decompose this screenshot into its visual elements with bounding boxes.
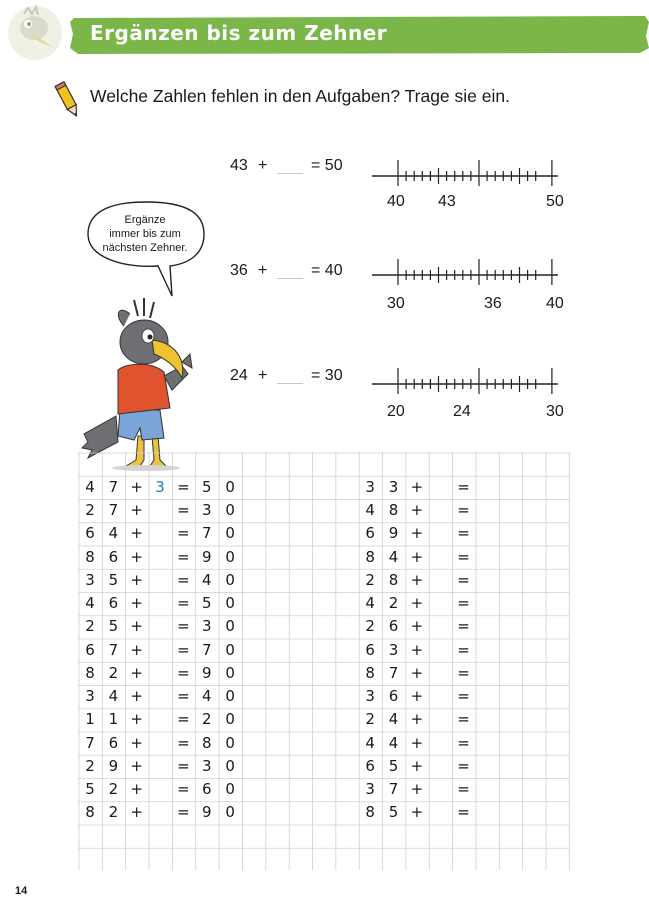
right-exercise-answer-cell[interactable] — [429, 779, 451, 799]
right-exercise-plus: + — [410, 640, 424, 659]
left-exercise-answer-cell[interactable] — [149, 779, 171, 799]
left-exercise-digit: 9 — [108, 756, 119, 775]
right-exercise-equals: = — [457, 780, 470, 798]
right-exercise-answer-cell[interactable] — [429, 709, 451, 729]
left-exercise-plus: + — [130, 594, 143, 612]
right-exercise-result-cell[interactable] — [499, 709, 521, 729]
right-exercise-digit: 6 — [388, 687, 399, 705]
left-exercise-result-digit: 0 — [225, 687, 235, 705]
left-exercise-answer-cell[interactable] — [149, 756, 171, 776]
left-exercise-result-digit: 0 — [225, 640, 235, 659]
right-exercise-plus: + — [410, 780, 424, 798]
right-exercise-result-cell[interactable] — [476, 663, 498, 683]
right-exercise-digit: 7 — [388, 780, 399, 798]
left-exercise-plus: + — [130, 570, 143, 589]
right-exercise-result-cell[interactable] — [476, 709, 498, 729]
right-exercise-result-cell[interactable] — [499, 756, 521, 776]
equation-result: = 50 — [311, 157, 343, 174]
equation-operand: 24 — [230, 367, 248, 384]
speech-bubble-text: immer bis zum — [109, 228, 181, 240]
right-exercise-digit: 4 — [365, 594, 375, 612]
right-exercise-equals: = — [457, 524, 470, 543]
equation-result: = 30 — [311, 367, 343, 384]
right-exercise-result-cell[interactable] — [476, 500, 498, 520]
right-exercise-answer-cell[interactable] — [429, 616, 451, 636]
right-exercise-digit: 4 — [388, 710, 399, 729]
left-exercise-digit: 7 — [85, 733, 95, 752]
left-exercise-equals: = — [177, 501, 190, 519]
number-line-2 — [370, 257, 570, 297]
raven-logo-icon — [6, 4, 64, 62]
right-exercise-digit: 6 — [365, 756, 375, 775]
right-exercise-answer-cell[interactable] — [429, 663, 451, 683]
right-exercise-digit: 4 — [365, 501, 375, 519]
right-exercise-equals: = — [457, 733, 470, 752]
right-exercise-answer-cell[interactable] — [429, 593, 451, 613]
left-exercise-digit: 2 — [85, 756, 95, 775]
right-exercise-digit: 6 — [365, 640, 375, 659]
left-exercise-digit: 2 — [108, 803, 119, 822]
right-exercise-answer-cell[interactable] — [429, 523, 451, 543]
left-exercise-plus: + — [130, 710, 143, 729]
right-exercise-result-cell[interactable] — [499, 616, 521, 636]
left-exercise-answer-cell[interactable] — [149, 686, 171, 706]
left-exercise-result-digit: 3 — [201, 756, 212, 775]
right-exercise-plus: + — [410, 501, 424, 519]
right-exercise-result-cell[interactable] — [499, 733, 521, 753]
equation-result: = 40 — [311, 262, 343, 279]
answer-blank[interactable] — [277, 173, 303, 174]
left-exercise-digit: 3 — [85, 687, 95, 705]
answer-blank[interactable] — [277, 383, 303, 384]
left-exercise-plus: + — [130, 547, 143, 566]
right-exercise-result-cell[interactable] — [476, 523, 498, 543]
left-exercise-answer-cell[interactable] — [149, 709, 171, 729]
left-exercise-equals: = — [177, 477, 190, 496]
number-line-3 — [370, 366, 570, 406]
speech-bubble-text: nächsten Zehner. — [102, 242, 188, 254]
right-exercise-result-cell[interactable] — [499, 802, 521, 822]
page-title: Ergänzen bis zum Zehner — [90, 21, 388, 45]
right-exercise-equals: = — [457, 547, 470, 566]
left-exercise-answer-cell[interactable] — [149, 616, 171, 636]
left-exercise-plus: + — [130, 803, 143, 822]
right-exercise-equals: = — [457, 710, 470, 729]
right-exercise-digit: 6 — [365, 524, 375, 543]
right-exercise-result-cell[interactable] — [499, 547, 521, 567]
left-exercise-digit: 4 — [108, 687, 119, 705]
right-exercise-plus: + — [410, 733, 424, 752]
right-exercise-digit: 3 — [365, 477, 375, 496]
left-exercise-digit: 6 — [85, 524, 95, 543]
right-exercise-answer-cell[interactable] — [429, 640, 451, 660]
left-exercise-result-digit: 0 — [225, 663, 235, 682]
page-number: 14 — [15, 885, 28, 897]
right-exercise-result-cell[interactable] — [476, 802, 498, 822]
left-exercise-equals: = — [177, 547, 190, 566]
plus-sign: + — [258, 157, 268, 174]
left-exercise-result-digit: 0 — [225, 710, 235, 729]
right-exercise-digit: 2 — [388, 594, 399, 612]
right-exercise-digit: 2 — [365, 617, 375, 636]
left-exercise-result-digit: 3 — [201, 501, 212, 519]
right-exercise-result-cell[interactable] — [476, 756, 498, 776]
right-exercise-digit: 8 — [388, 501, 399, 519]
left-exercise-result-digit: 0 — [225, 570, 235, 589]
right-exercise-digit: 2 — [365, 710, 375, 729]
left-exercise-plus: + — [130, 663, 143, 682]
left-exercise-result-digit: 2 — [201, 710, 212, 729]
left-exercise-result-digit: 0 — [225, 756, 235, 775]
left-exercise-equals: = — [177, 710, 190, 729]
right-exercise-equals: = — [457, 617, 470, 636]
right-exercise-result-cell[interactable] — [499, 779, 521, 799]
right-exercise-plus: + — [410, 617, 424, 636]
right-exercise-answer-cell[interactable] — [429, 802, 451, 822]
left-exercise-result-digit: 0 — [225, 547, 235, 566]
right-exercise-plus: + — [410, 570, 424, 589]
right-exercise-answer-cell[interactable] — [429, 477, 451, 497]
right-exercise-plus: + — [410, 477, 424, 496]
number-line-label: 40 — [387, 193, 405, 210]
left-exercise-digit: 2 — [108, 780, 119, 798]
left-exercise-result-digit: 0 — [225, 477, 235, 496]
right-exercise-digit: 8 — [365, 803, 375, 822]
right-exercise-result-cell[interactable] — [499, 593, 521, 613]
right-exercise-result-cell[interactable] — [499, 523, 521, 543]
left-exercise-result-digit: 0 — [225, 594, 235, 612]
left-exercise-digit: 8 — [85, 547, 95, 566]
exercise-grid — [78, 452, 572, 870]
left-exercise-answer-cell[interactable] — [149, 802, 171, 822]
left-exercise-answer-cell[interactable] — [149, 663, 171, 683]
left-exercise-digit: 5 — [85, 780, 95, 798]
right-exercise-plus: + — [410, 803, 424, 822]
left-exercise-result-digit: 5 — [201, 594, 212, 612]
right-exercise-digit: 8 — [388, 570, 399, 589]
left-exercise-digit: 4 — [85, 594, 95, 612]
left-exercise-result-digit: 0 — [225, 501, 235, 519]
left-exercise-equals: = — [177, 640, 190, 659]
right-exercise-digit: 4 — [388, 733, 399, 752]
left-exercise-answer: 3 — [155, 477, 165, 496]
left-exercise-plus: + — [130, 756, 143, 775]
left-exercise-plus: + — [130, 501, 143, 519]
left-exercise-digit: 4 — [85, 477, 95, 496]
right-exercise-plus: + — [410, 524, 424, 543]
right-exercise-result-cell[interactable] — [499, 500, 521, 520]
number-line-label: 40 — [546, 295, 564, 312]
right-exercise-equals: = — [457, 640, 470, 659]
number-line-label: 24 — [453, 403, 471, 420]
left-exercise-digit: 6 — [108, 733, 119, 752]
left-exercise-answer-cell[interactable] — [149, 523, 171, 543]
answer-blank[interactable] — [277, 278, 303, 279]
right-exercise-digit: 8 — [365, 663, 375, 682]
right-exercise-equals: = — [457, 501, 470, 519]
raven-character-illustration — [78, 296, 208, 472]
right-exercise-digit: 7 — [388, 663, 399, 682]
right-exercise-equals: = — [457, 570, 470, 589]
number-line-label: 50 — [546, 193, 564, 210]
left-exercise-answer-cell[interactable] — [149, 547, 171, 567]
right-exercise-equals: = — [457, 477, 470, 496]
left-exercise-answer-cell[interactable] — [149, 570, 171, 590]
right-exercise-plus: + — [410, 594, 424, 612]
right-exercise-plus: + — [410, 756, 424, 775]
left-exercise-result-digit: 0 — [225, 524, 235, 543]
left-exercise-answer-cell[interactable] — [149, 500, 171, 520]
number-line-1 — [370, 158, 570, 198]
number-line-label: 20 — [387, 403, 405, 420]
right-exercise-digit: 3 — [388, 477, 399, 496]
left-exercise-plus: + — [130, 640, 143, 659]
left-exercise-digit: 6 — [108, 547, 119, 566]
left-exercise-result-digit: 0 — [225, 780, 235, 798]
right-exercise-result-cell[interactable] — [476, 570, 498, 590]
right-exercise-digit: 5 — [388, 803, 399, 822]
instruction-text: Welche Zahlen fehlen in den Aufgaben? Trage sie ein. — [90, 86, 510, 106]
left-exercise-equals: = — [177, 780, 190, 798]
number-line-label: 36 — [484, 295, 502, 312]
right-exercise-digit: 4 — [365, 733, 375, 752]
right-exercise-answer-cell[interactable] — [429, 686, 451, 706]
left-exercise-digit: 2 — [85, 501, 95, 519]
right-exercise-digit: 4 — [388, 547, 399, 566]
left-exercise-result-digit: 0 — [225, 617, 235, 636]
left-exercise-result-digit: 9 — [201, 547, 212, 566]
left-exercise-equals: = — [177, 524, 190, 543]
left-exercise-digit: 8 — [85, 803, 95, 822]
right-exercise-digit: 5 — [388, 756, 399, 775]
right-exercise-equals: = — [457, 594, 470, 612]
equation-operand: 43 — [230, 157, 248, 174]
right-exercise-result-cell[interactable] — [499, 640, 521, 660]
right-exercise-plus: + — [410, 687, 424, 705]
right-exercise-digit: 3 — [365, 687, 375, 705]
right-exercise-result-cell[interactable] — [499, 686, 521, 706]
left-exercise-result-digit: 3 — [201, 617, 212, 636]
left-exercise-result-digit: 7 — [201, 640, 212, 659]
left-exercise-equals: = — [177, 733, 190, 752]
right-exercise-answer-cell[interactable] — [429, 500, 451, 520]
left-exercise-digit: 5 — [108, 617, 119, 636]
left-exercise-equals: = — [177, 663, 190, 682]
left-exercise-equals: = — [177, 617, 190, 636]
left-exercise-plus: + — [130, 477, 143, 496]
right-exercise-result-cell[interactable] — [499, 477, 521, 497]
left-exercise-result-digit: 5 — [201, 477, 212, 496]
speech-bubble-text: Ergänze — [124, 214, 166, 226]
right-exercise-equals: = — [457, 687, 470, 705]
right-exercise-plus: + — [410, 710, 424, 729]
plus-sign: + — [258, 367, 268, 384]
left-exercise-digit: 4 — [108, 524, 119, 543]
right-exercise-result-cell[interactable] — [476, 779, 498, 799]
left-exercise-result-digit: 8 — [201, 733, 212, 752]
left-exercise-digit: 2 — [108, 663, 119, 682]
left-exercise-result-digit: 9 — [201, 663, 212, 682]
left-exercise-answer-cell[interactable] — [149, 640, 171, 660]
left-exercise-result-digit: 7 — [201, 524, 212, 543]
right-exercise-answer-cell[interactable] — [429, 733, 451, 753]
right-exercise-digit: 6 — [388, 617, 399, 636]
right-exercise-result-cell[interactable] — [499, 663, 521, 683]
left-exercise-equals: = — [177, 756, 190, 775]
equation-operand: 36 — [230, 262, 248, 279]
plus-sign: + — [258, 262, 268, 279]
pencil-icon — [54, 80, 82, 120]
left-exercise-result-digit: 4 — [201, 570, 212, 589]
right-exercise-result-cell[interactable] — [476, 640, 498, 660]
right-exercise-equals: = — [457, 803, 470, 822]
right-exercise-digit: 2 — [365, 570, 375, 589]
number-line-label: 30 — [387, 295, 405, 312]
left-exercise-digit: 2 — [85, 617, 95, 636]
right-exercise-equals: = — [457, 756, 470, 775]
left-exercise-plus: + — [130, 733, 143, 752]
left-exercise-answer-cell[interactable] — [149, 593, 171, 613]
left-exercise-equals: = — [177, 803, 190, 822]
right-exercise-digit: 9 — [388, 524, 399, 543]
left-exercise-digit: 8 — [85, 663, 95, 682]
left-exercise-digit: 6 — [108, 594, 119, 612]
right-exercise-result-cell[interactable] — [476, 686, 498, 706]
left-exercise-plus: + — [130, 687, 143, 705]
right-exercise-answer-cell[interactable] — [429, 756, 451, 776]
right-exercise-answer-cell[interactable] — [429, 570, 451, 590]
left-exercise-digit: 5 — [108, 570, 119, 589]
left-exercise-equals: = — [177, 687, 190, 705]
number-line-label: 43 — [438, 193, 456, 210]
right-exercise-digit: 3 — [388, 640, 399, 659]
left-exercise-digit: 7 — [108, 640, 119, 659]
number-line-label: 30 — [546, 403, 564, 420]
left-exercise-result-digit: 6 — [201, 780, 212, 798]
left-exercise-result-digit: 0 — [225, 733, 235, 752]
right-exercise-result-cell[interactable] — [476, 733, 498, 753]
right-exercise-equals: = — [457, 663, 470, 682]
left-exercise-plus: + — [130, 780, 143, 798]
left-exercise-equals: = — [177, 570, 190, 589]
right-exercise-answer-cell[interactable] — [429, 547, 451, 567]
left-exercise-digit: 6 — [85, 640, 95, 659]
left-exercise-result-digit: 9 — [201, 803, 212, 822]
left-exercise-equals: = — [177, 594, 190, 612]
left-exercise-plus: + — [130, 617, 143, 636]
right-exercise-result-cell[interactable] — [476, 616, 498, 636]
right-exercise-digit: 8 — [365, 547, 375, 566]
right-exercise-result-cell[interactable] — [476, 477, 498, 497]
right-exercise-plus: + — [410, 547, 424, 566]
right-exercise-plus: + — [410, 663, 424, 682]
right-exercise-result-cell[interactable] — [476, 593, 498, 613]
right-exercise-digit: 3 — [365, 780, 375, 798]
left-exercise-result-digit: 4 — [201, 687, 212, 705]
right-exercise-result-cell[interactable] — [476, 547, 498, 567]
left-exercise-digit: 7 — [108, 477, 119, 496]
left-exercise-digit: 7 — [108, 501, 119, 519]
left-exercise-digit: 1 — [108, 710, 119, 729]
left-exercise-digit: 1 — [85, 710, 95, 729]
left-exercise-answer-cell[interactable] — [149, 733, 171, 753]
left-exercise-result-digit: 0 — [225, 803, 235, 822]
right-exercise-result-cell[interactable] — [499, 570, 521, 590]
left-exercise-plus: + — [130, 524, 143, 543]
left-exercise-digit: 3 — [85, 570, 95, 589]
